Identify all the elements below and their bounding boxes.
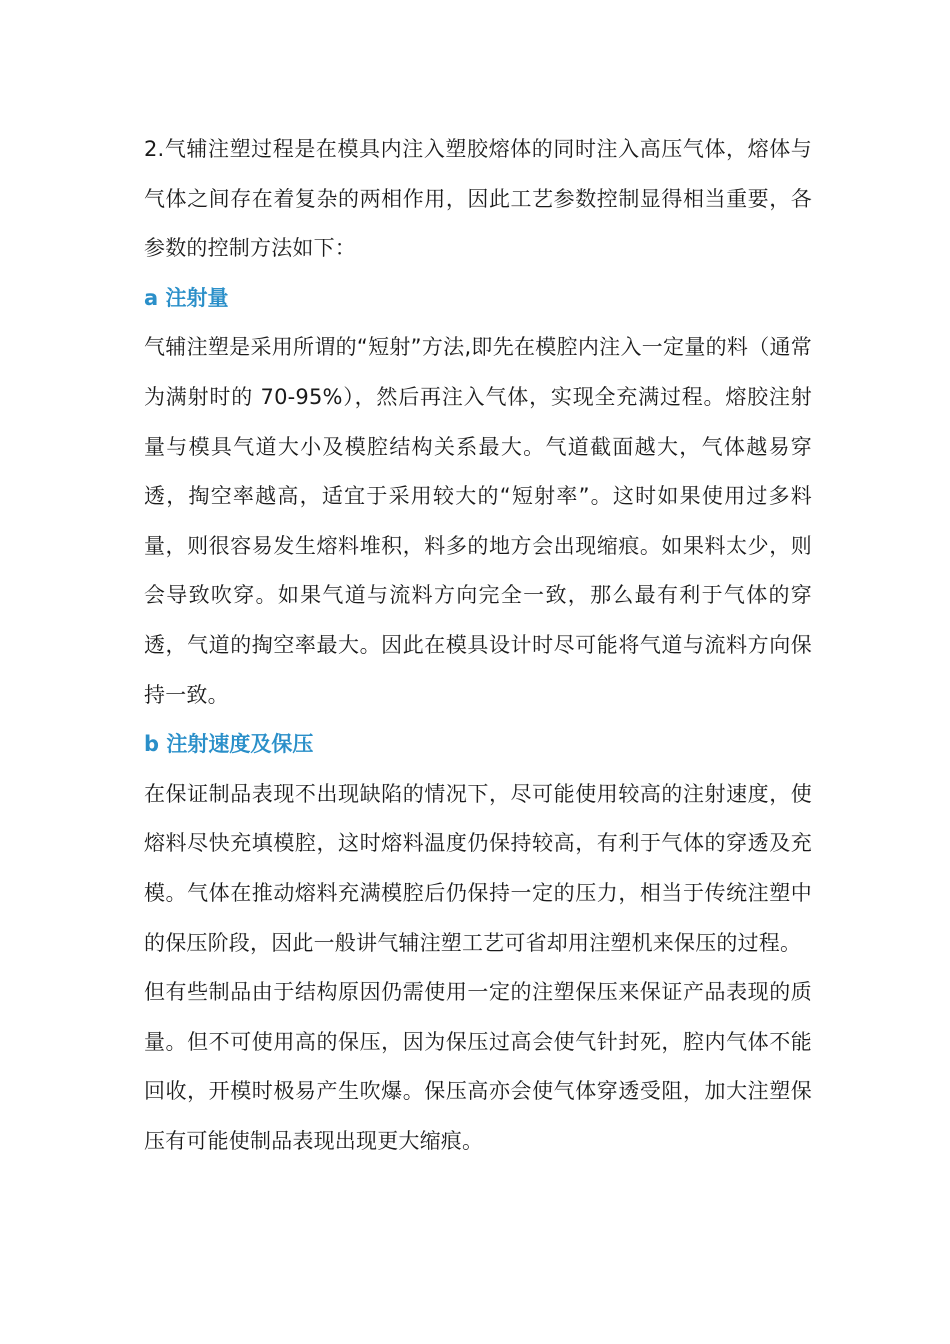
section-a-heading: a 注射量 — [144, 285, 229, 310]
section-a-paragraph: 气辅注塑是采用所谓的“短射”方法,即先在模腔内注入一定量的料（通常为满射时的 70-95%），然后再注入气体，实现全充满过程。熔胶注射量与模具气道大小及模腔结构关系最大。气道截面越大，气体越易穿透，掏空率越高，适宜于采用较大的“短射率”。这时如果使用过多料量，则很容易发生熔料堆积，料多的地方会出现缩痕。如果料太少，则会导致吹穿。如果气道与流料方向完全一致，那么最有利于气体的穿透，气道的掏空率最大。因此在模具设计时尽可能将气道与流料方向保持一致。 — [144, 335, 812, 707]
section-b-paragraph-2: 但有些制品由于结构原因仍需使用一定的注塑保压来保证产品表现的质量。但不可使用高的保压，因为保压过高会使气针封死，腔内气体不能回收，开模时极易产生吹爆。保压高亦会使气体穿透受阻，加大注塑保压有可能使制品表现出现更大缩痕。 — [144, 980, 812, 1153]
intro-paragraph: 2.气辅注塑过程是在模具内注入塑胶熔体的同时注入高压气体，熔体与气体之间存在着复杂的两相作用，因此工艺参数控制显得相当重要，各参数的控制方法如下： — [144, 137, 812, 261]
section-b-paragraph-1: 在保证制品表现不出现缺陷的情况下，尽可能使用较高的注射速度，使熔料尽快充填模腔，这时熔料温度仍保持较高，有利于气体的穿透及充模。气体在推动熔料充满模腔后仍保持一定的压力，相当于传统注塑中的保压阶段，因此一般讲气辅注塑工艺可省却用注塑机来保压的过程。 — [144, 781, 812, 955]
document-page — [144, 125, 812, 1166]
section-b-heading: b 注射速度及保压 — [144, 732, 314, 757]
